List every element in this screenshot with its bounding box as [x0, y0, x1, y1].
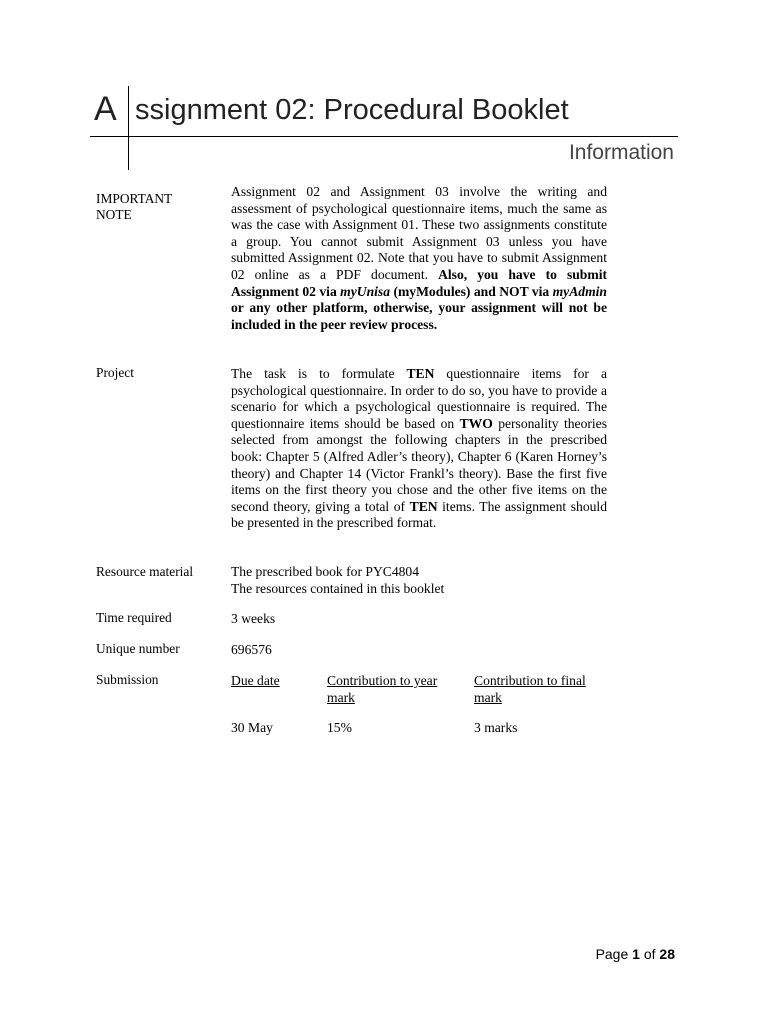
title-initial-letter: A [94, 90, 117, 128]
important-note-bold-part: Also, you have to submit Assignment 02 via myUnisa (myModules) and NOT via myAdmin or any other platform, otherwise, your assignment will not be included in the peer review process. [231, 266, 607, 332]
final-mark-value: 3 marks [474, 720, 518, 735]
header-vertical-rule [128, 86, 129, 170]
resource-material-label: Resource material [96, 564, 194, 579]
page-number: Page 1 of 28 [595, 946, 675, 962]
page-title: ssignment 02: Procedural Booklet [135, 94, 569, 126]
time-required-value: 3 weeks [231, 611, 276, 626]
important-note-text [231, 184, 607, 333]
time-required-label: Time required [96, 610, 172, 625]
due-date-header: Due date [231, 673, 280, 688]
header-horizontal-rule [90, 136, 678, 137]
submission-label: Submission [96, 672, 159, 687]
year-mark-header: Contribution to year mark [327, 673, 438, 705]
unique-number-value: 696576 [231, 642, 272, 657]
project-label: Project [96, 365, 134, 380]
final-mark-header: Contribution to final mark [474, 673, 586, 705]
unique-number-label: Unique number [96, 641, 180, 656]
project-text: The task is to formulate TEN questionnaire items for a psychological questionnaire. In order to do so, you have to provide a scenario for which a psychological questionnaire is required. The questionnaire items should be based on TWO personality theories selected from amongst the following chapters in the prescribed book: Chapter 5 (Alfred Adler’s theory), Chapter 6 (Karen Horney’s theory) and Chapter 14 (Victor Frankl’s theory). Base the first five items on the first theory you chose and the other five items on the second theory, giving a total of TEN items. The assignment should be presented in the prescribed format. [231, 366, 607, 531]
important-note-label: IMPORTANT NOTE [96, 191, 172, 222]
resource-line-1: The prescribed book for PYC4804 [231, 564, 420, 579]
year-mark-value: 15% [327, 720, 352, 735]
resource-line-2: The resources contained in this booklet [231, 581, 445, 596]
page-subtitle: Information [568, 141, 674, 164]
important-note-text-part: Assignment 02 and Assignment 03 involve the writing and assessment of psychological questionnaire items, much the same as was the case with Assignment 01. These two assignments constitute a group. You cannot submit Assignment 03 unless you have submitted Assignment 02. Note that you have to submit Assignment 02 online as a PDF document. [231, 184, 607, 282]
due-date-value: 30 May [231, 720, 273, 735]
